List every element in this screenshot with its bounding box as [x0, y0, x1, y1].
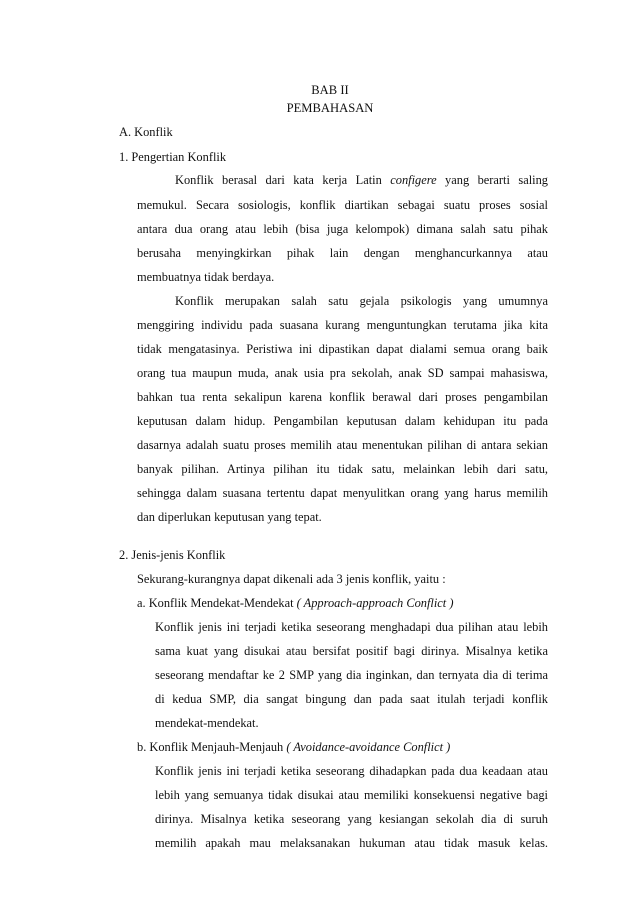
subsection-2-intro: Sekurang-kurangnya dapat dikenali ada 3 jenis konflik, yaitu :	[137, 572, 446, 586]
italic-term: configere	[390, 173, 437, 187]
paragraph-line: sama kuat yang disukai atau bersifat positif bagi dirinya. Misalnya ketika	[155, 644, 548, 658]
paragraph-line: memukul. Secara sosiologis, konflik diartikan sebagai suatu proses sosial	[137, 198, 548, 212]
paragraph-line: dasarnya adalah suatu proses memilih atau menentukan pilihan di antara sekian	[137, 438, 548, 452]
paragraph-line: mendekat-mendekat.	[155, 716, 259, 730]
paragraph-line: bahkan tua renta sekalipun karena konflik berawal dari proses pengambilan	[137, 390, 548, 404]
section-a-heading: A. Konflik	[119, 125, 173, 139]
chapter-subtitle: PEMBAHASAN	[286, 101, 374, 115]
item-b-english-term: ( Avoidance-avoidance Conflict )	[286, 740, 451, 754]
paragraph-line: banyak pilihan. Artinya pilihan itu tidak satu, melainkan lebih dari satu,	[137, 462, 548, 476]
paragraph-line: antara dua orang atau lebih (bisa juga kelompok) dimana salah satu pihak	[137, 222, 548, 236]
paragraph-line: sehingga dalam suasana tertentu dapat menyulitkan orang yang harus memilih	[137, 486, 548, 500]
paragraph-line: dirinya. Misalnya ketika seseorang yang kesiangan sekolah dia di suruh	[155, 812, 548, 826]
paragraph-line: membuatnya tidak berdaya.	[137, 270, 275, 284]
item-a-english-term: ( Approach-approach Conflict )	[296, 596, 454, 610]
item-a-heading: a. Konflik Mendekat-Mendekat ( Approach-approach Conflict )	[137, 596, 454, 610]
paragraph-line: Konflik jenis ini terjadi ketika seseorang dihadapkan pada dua keadaan atau	[155, 764, 548, 778]
paragraph-line: Konflik jenis ini terjadi ketika seseorang menghadapi dua pilihan atau lebih	[155, 620, 548, 634]
paragraph-line: Konflik berasal dari kata kerja Latin configere yang berarti saling	[175, 173, 549, 187]
paragraph-line: orang tua maupun muda, anak usia pra sekolah, anak SD sampai mahasiswa,	[137, 366, 548, 380]
paragraph-line: lebih yang semuanya tidak disukai atau memiliki konsekuensi negative bagi	[155, 788, 548, 802]
paragraph-line: Konflik merupakan salah satu gejala psikologis yang umumnya	[175, 294, 548, 308]
paragraph-line: tidak mengatasinya. Peristiwa ini dipastikan dapat dialami semua orang baik	[137, 342, 548, 356]
paragraph-line: menggiring individu pada suasana kurang menguntungkan terutama jika kita	[137, 318, 548, 332]
subsection-2-heading: 2. Jenis-jenis Konflik	[119, 548, 226, 562]
chapter-title: BAB II	[311, 83, 349, 97]
paragraph-line: di kedua SMP, dia sangat bingung dan pada saat itulah terjadi konflik	[155, 692, 548, 706]
paragraph-line: dan diperlukan keputusan yang tepat.	[137, 510, 322, 524]
paragraph-line: berusaha menyingkirkan pihak lain dengan menghancurkannya atau	[137, 246, 548, 260]
item-b-heading: b. Konflik Menjauh-Menjauh ( Avoidance-avoidance Conflict )	[137, 740, 451, 754]
paragraph-line: seseorang mendaftar ke 2 SMP yang dia inginkan, dan ternyata dia di terima	[155, 668, 548, 682]
paragraph-line: memilih apakah mau melaksanakan hukuman atau tidak masuk kelas.	[155, 836, 548, 850]
subsection-1-heading: 1. Pengertian Konflik	[119, 150, 227, 164]
paragraph-line: keputusan dalam hidup. Pengambilan keputusan dalam kehidupan itu pada	[137, 414, 548, 428]
